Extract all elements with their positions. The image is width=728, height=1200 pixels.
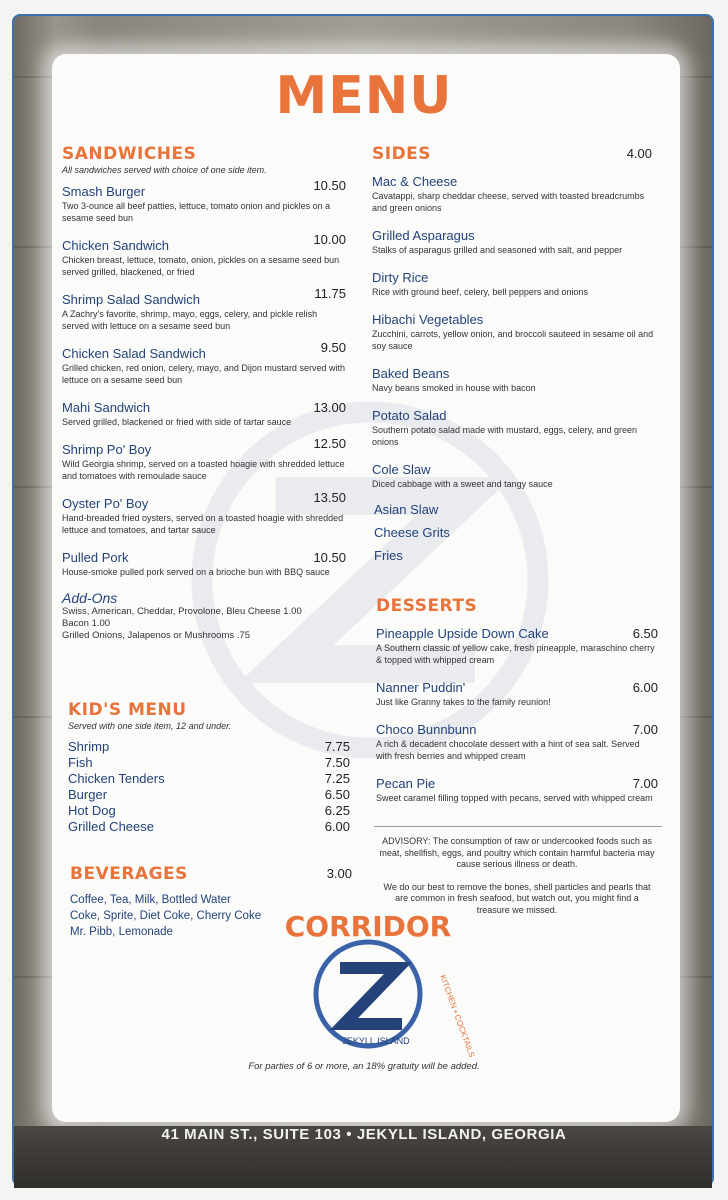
item-name: Pineapple Upside Down Cake: [376, 626, 549, 641]
kids-menu-section: [68, 700, 350, 835]
beverage-line: Mr. Pibb, Lemonade: [70, 926, 173, 938]
advisory-text: ADVISORY: The consumption of raw or undercooked foods such as meat, shellfish, eggs, and poultry which contain harmful bacteria may cause serious illness or death.: [379, 836, 655, 869]
sides-section: [372, 144, 654, 563]
item-name: Grilled Asparagus: [372, 228, 475, 243]
desserts-section: [376, 596, 658, 804]
item-description: Grilled chicken, red onion, celery, mayo, and Dijon mustard served with lettuce on a sesame seed bun: [62, 363, 345, 385]
logo-tagline: KITCHEN • COCKTAILS: [438, 973, 477, 1059]
advisory-notice: [378, 836, 656, 916]
logo-location: JEKYLL ISLAND: [342, 1036, 410, 1046]
sides-price: 4.00: [626, 146, 652, 161]
menu-item: [62, 286, 346, 332]
item-name: Chicken Sandwich: [62, 238, 169, 253]
item-name: Chicken Salad Sandwich: [62, 346, 206, 361]
menu-item: [62, 436, 346, 482]
item-price: 6.25: [324, 803, 350, 818]
item-name: Dirty Rice: [372, 270, 429, 285]
item-description: Rice with ground beef, celery, bell peppers and onions: [372, 287, 588, 297]
item-price: 13.00: [313, 400, 346, 415]
item-name: Fish: [68, 755, 93, 770]
item-description: Navy beans smoked in house with bacon: [372, 383, 536, 393]
item-description: Zucchini, carrots, yellow onion, and broccoli sauteed in sesame oil and soy sauce: [372, 329, 654, 351]
sandwiches-section: [62, 144, 346, 642]
side-item: [372, 462, 654, 490]
item-name: Hot Dog: [68, 803, 116, 818]
item-description: Sweet caramel filling topped with pecans, served with whipped cream: [376, 793, 653, 803]
gratuity-note: For parties of 6 or more, an 18% gratuity will be added.: [248, 1061, 480, 1072]
menu-item: [62, 340, 346, 386]
item-name: Baked Beans: [372, 366, 450, 381]
item-name: Nanner Puddin': [376, 680, 466, 695]
item-name: Chicken Tenders: [68, 771, 165, 786]
item-price: 13.50: [313, 490, 346, 505]
side-item: [372, 408, 654, 448]
item-description: Wild Georgia shrimp, served on a toasted hoagie with shredded lettuce and tomatoes with remoulade sauce: [62, 459, 345, 481]
kid-item: [68, 787, 350, 803]
item-price: 6.00: [632, 680, 658, 695]
dessert-item: [376, 776, 658, 804]
item-name: Potato Salad: [372, 408, 447, 423]
item-description: Diced cabbage with a sweet and tangy sauce: [372, 479, 553, 489]
divider: [374, 826, 662, 827]
dessert-item: [376, 680, 658, 708]
item-price: 10.50: [313, 550, 346, 565]
item-price: 7.50: [324, 755, 350, 770]
menu-item: [62, 490, 346, 536]
item-price: 7.25: [324, 771, 350, 786]
section-title: KID'S MENU: [68, 700, 187, 720]
item-name: Smash Burger: [62, 184, 146, 199]
side-item-plain: Fries: [374, 548, 403, 563]
menu-item: [62, 550, 346, 578]
side-item: [372, 270, 654, 298]
item-description: Served grilled, blackened or fried with side of tartar sauce: [62, 417, 292, 427]
item-name: Shrimp: [68, 739, 110, 754]
kid-item: [68, 819, 350, 835]
corridor-logo: [268, 906, 477, 1059]
item-description: A rich & decadent chocolate dessert with a hint of sea salt. Served with fresh berries and whipped cream: [376, 739, 640, 761]
menu-item: [62, 178, 346, 224]
addons-title: Add-Ons: [62, 590, 118, 606]
section-title: SANDWICHES: [62, 144, 197, 164]
addons-line: Bacon 1.00: [62, 618, 111, 629]
menu-title: MENU: [275, 66, 453, 126]
address: 41 MAIN ST., SUITE 103 • JEKYLL ISLAND, GEORGIA: [161, 1126, 567, 1143]
item-price: 10.50: [313, 178, 346, 193]
section-title: DESSERTS: [376, 596, 478, 616]
item-price: 10.00: [313, 232, 346, 247]
item-name: Choco Bunnbunn: [376, 722, 477, 737]
item-price: 9.50: [320, 340, 346, 355]
kid-item: [68, 803, 350, 819]
beverage-line: Coke, Sprite, Diet Coke, Cherry Coke: [70, 910, 262, 922]
beverage-line: Coffee, Tea, Milk, Bottled Water: [70, 894, 231, 906]
item-description: House-smoke pulled pork served on a brioche bun with BBQ sauce: [62, 567, 330, 577]
item-price: 7.00: [632, 776, 658, 791]
kid-item: [68, 755, 350, 771]
kid-item: [68, 739, 350, 755]
menu-item: [62, 400, 346, 428]
item-description: Cavatappi, sharp cheddar cheese, served with toasted breadcrumbs and green onions: [372, 191, 645, 213]
side-item-plain: Cheese Grits: [374, 525, 450, 540]
item-description: A Southern classic of yellow cake, fresh pineapple, maraschino cherry & topped with whipped cream: [376, 643, 655, 665]
section-title: BEVERAGES: [70, 864, 188, 884]
item-description: Southern potato salad made with mustard, eggs, celery, and green onions: [372, 425, 637, 447]
advisory-text: We do our best to remove the bones, shell particles and pearls that are common in fresh seafood, but watch out, you might find a treasure we missed.: [383, 881, 651, 915]
item-price: 6.50: [324, 787, 350, 802]
side-item: [372, 366, 654, 394]
beverages-price: 3.00: [326, 866, 352, 881]
item-description: Chicken breast, lettuce, tomato, onion, pickles on a sesame seed bun served grilled, blackened, or fried: [62, 255, 340, 277]
dessert-item: [376, 626, 658, 666]
item-name: Mac & Cheese: [372, 174, 458, 189]
item-description: Hand-breaded fried oysters, served on a toasted hoagie with shredded lettuce and tomatoes, and tartar sauce: [62, 513, 344, 535]
item-description: A Zachry's favorite, shrimp, mayo, eggs, celery, and pickle relish served with lettuce on a sesame seed bun: [62, 309, 318, 331]
kid-item: [68, 771, 350, 787]
side-item: [372, 312, 654, 352]
item-price: 12.50: [313, 436, 346, 451]
side-item: [372, 228, 654, 256]
item-price: 7.75: [324, 739, 350, 754]
item-description: Stalks of asparagus grilled and seasoned with salt, and pepper: [372, 245, 623, 255]
item-name: Pulled Pork: [62, 550, 129, 565]
item-name: Hibachi Vegetables: [372, 312, 484, 327]
item-price: 6.50: [632, 626, 658, 641]
addons-line: Grilled Onions, Jalapenos or Mushrooms .75: [62, 630, 250, 641]
item-name: Pecan Pie: [376, 776, 436, 791]
section-note: Served with one side item, 12 and under.: [68, 721, 232, 731]
item-name: Mahi Sandwich: [62, 400, 151, 415]
logo-z-icon: [340, 968, 402, 1024]
item-price: 7.00: [632, 722, 658, 737]
addons-line: Swiss, American, Cheddar, Provolone, Bleu Cheese 1.00: [62, 606, 302, 617]
item-name: Grilled Cheese: [68, 819, 154, 834]
section-note: All sandwiches served with choice of one side item.: [62, 165, 267, 175]
item-price: 6.00: [324, 819, 350, 834]
side-item: [372, 174, 654, 214]
item-description: Just like Granny takes to the family reunion!: [376, 697, 551, 707]
menu-item: [62, 232, 346, 278]
item-name: Oyster Po' Boy: [62, 496, 149, 511]
item-name: Shrimp Po' Boy: [62, 442, 152, 457]
dessert-item: [376, 722, 658, 762]
item-description: Two 3-ounce all beef patties, lettuce, tomato onion and pickles on a sesame seed bun: [62, 201, 331, 223]
item-name: Burger: [68, 787, 108, 802]
item-price: 11.75: [314, 286, 346, 301]
item-name: Cole Slaw: [372, 462, 431, 477]
section-title: SIDES: [372, 144, 432, 164]
item-name: Shrimp Salad Sandwich: [62, 292, 201, 307]
side-item-plain: Asian Slaw: [374, 502, 439, 517]
logo-name: CORRIDOR: [284, 910, 452, 943]
